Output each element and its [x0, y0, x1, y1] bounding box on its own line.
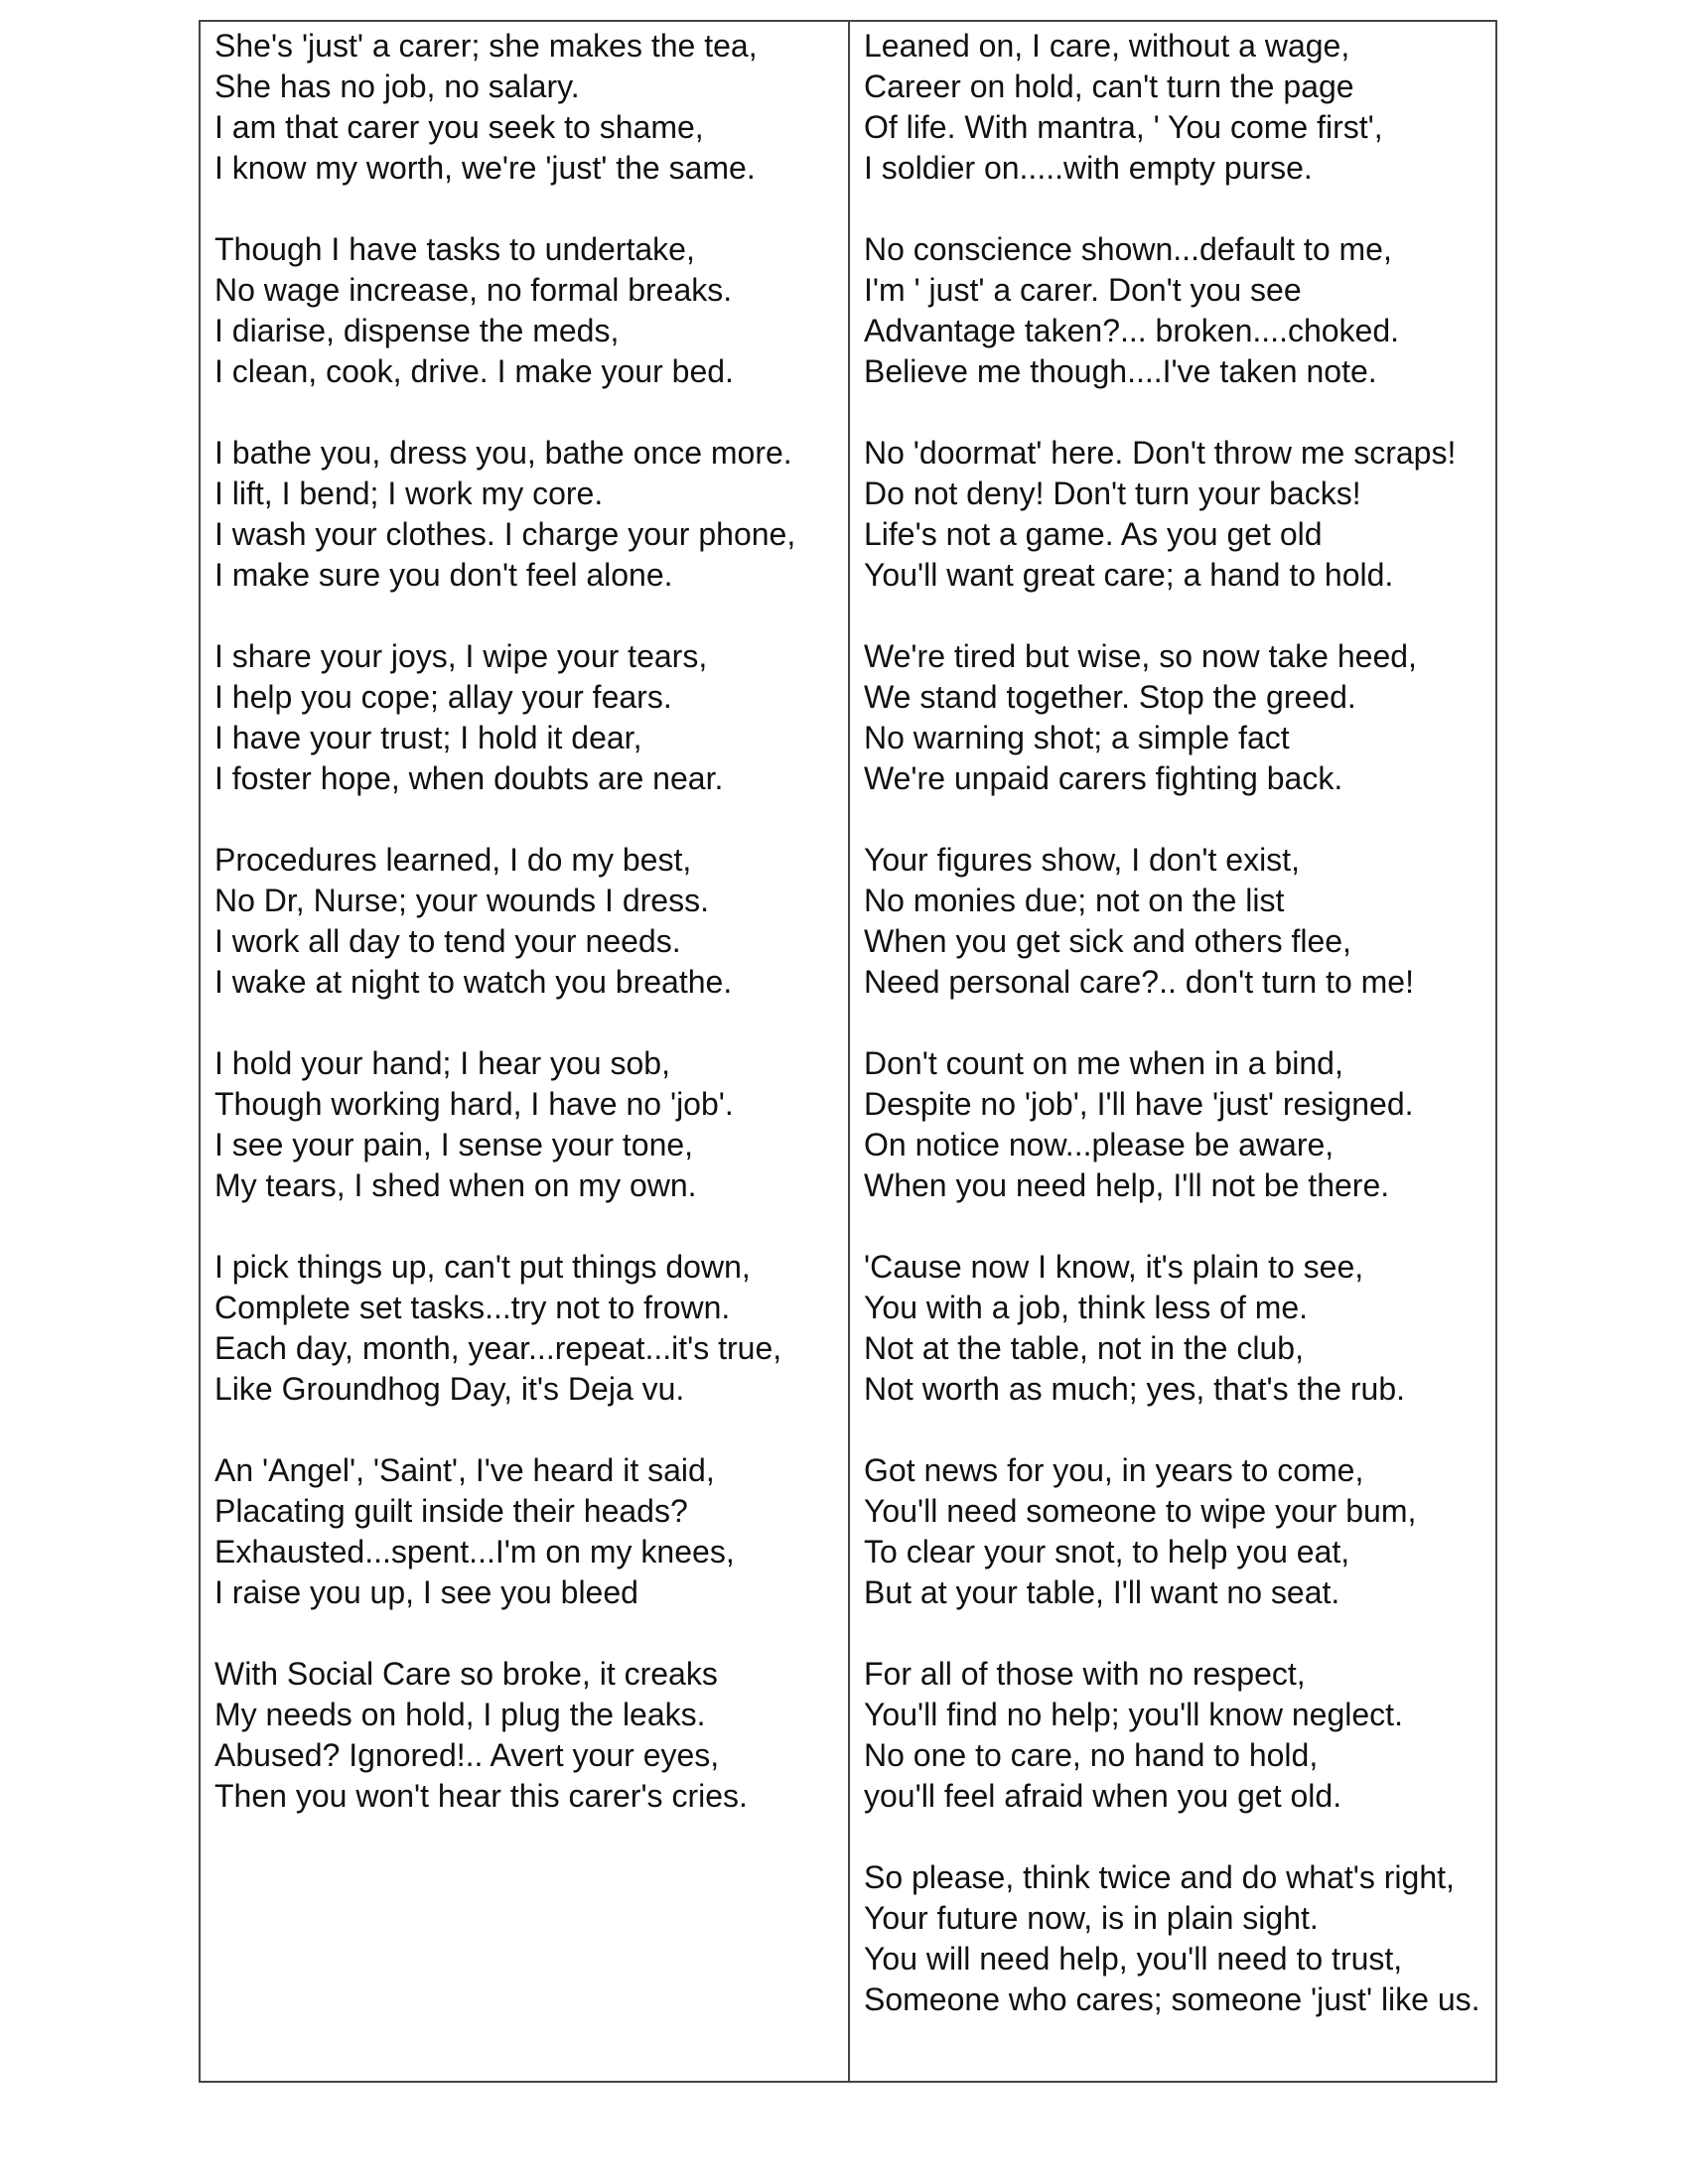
stanza [864, 840, 1495, 1003]
right-column [850, 22, 1495, 2081]
poem-line: I work all day to tend your needs. [214, 923, 681, 959]
stanza [864, 433, 1495, 596]
poem-line: I clean, cook, drive. I make your bed. [214, 353, 734, 389]
poem-line: My tears, I shed when on my own. [214, 1167, 697, 1203]
poem-line: You will need help, you'll need to trust, [864, 1941, 1403, 1977]
poem-line: Despite no 'job', I'll have 'just' resigned. [864, 1086, 1414, 1122]
poem-line: I hold your hand; I hear you sob, [214, 1045, 670, 1081]
poem-line: I lift, I bend; I work my core. [214, 476, 604, 511]
stanza [214, 26, 848, 189]
poem-line: Placating guilt inside their heads? [214, 1493, 688, 1529]
poem-line: I soldier on.....with empty purse. [864, 150, 1313, 186]
stanza [864, 26, 1495, 189]
poem-line: I raise you up, I see you bleed [214, 1574, 638, 1610]
poem-line: Then you won't hear this carer's cries. [214, 1778, 748, 1814]
poem-line: I have your trust; I hold it dear, [214, 720, 642, 755]
poem-line: Of life. With mantra, ' You come first', [864, 109, 1383, 145]
left-column [201, 22, 850, 2081]
stanza [864, 1043, 1495, 1206]
poem-line: I am that carer you seek to shame, [214, 109, 704, 145]
poem-line: I know my worth, we're 'just' the same. [214, 150, 756, 186]
poem-line: 'Cause now I know, it's plain to see, [864, 1249, 1364, 1285]
stanza [864, 1247, 1495, 1410]
poem-line: I pick things up, can't put things down, [214, 1249, 751, 1285]
poem-line: No 'doormat' here. Don't throw me scraps! [864, 435, 1457, 471]
poem-line: No monies due; not on the list [864, 883, 1285, 918]
stanza [214, 1654, 848, 1817]
stanza [214, 1450, 848, 1613]
poem-line: Someone who cares; someone 'just' like us. [864, 1981, 1480, 2017]
poem-line: When you need help, I'll not be there. [864, 1167, 1390, 1203]
poem-line: We're tired but wise, so now take heed, [864, 638, 1417, 674]
poem-line: I help you cope; allay your fears. [214, 679, 672, 715]
poem-line: Exhausted...spent...I'm on my knees, [214, 1534, 735, 1570]
poem-line: Procedures learned, I do my best, [214, 842, 692, 878]
poem-line: For all of those with no respect, [864, 1656, 1306, 1692]
poem-line: I bathe you, dress you, bathe once more. [214, 435, 792, 471]
stanza [214, 636, 848, 799]
poem-line: Need personal care?.. don't turn to me! [864, 964, 1414, 1000]
poem-line: I wake at night to watch you breathe. [214, 964, 733, 1000]
poem-line: Not at the table, not in the club, [864, 1330, 1304, 1366]
poem-line: Not worth as much; yes, that's the rub. [864, 1371, 1406, 1407]
poem-line: You with a job, think less of me. [864, 1290, 1309, 1325]
poem-line: No Dr, Nurse; your wounds I dress. [214, 883, 709, 918]
poem-line: Abused? Ignored!.. Avert your eyes, [214, 1737, 720, 1773]
poem-line: She's 'just' a carer; she makes the tea, [214, 28, 758, 64]
stanza [214, 1043, 848, 1206]
poem-line: Complete set tasks...try not to frown. [214, 1290, 731, 1325]
poem-line: She has no job, no salary. [214, 68, 580, 104]
poem-line: So please, think twice and do what's right, [864, 1859, 1455, 1895]
poem-line: I see your pain, I sense your tone, [214, 1127, 694, 1162]
poem-line: Though I have tasks to undertake, [214, 231, 695, 267]
poem-line: I'm ' just' a carer. Don't you see [864, 272, 1302, 308]
poem-line: An 'Angel', 'Saint', I've heard it said, [214, 1452, 715, 1488]
poem-line: Your figures show, I don't exist, [864, 842, 1300, 878]
poem-line: But at your table, I'll want no seat. [864, 1574, 1340, 1610]
poem-line: you'll feel afraid when you get old. [864, 1778, 1342, 1814]
poem-line: Your future now, is in plain sight. [864, 1900, 1319, 1936]
poem-line: No one to care, no hand to hold, [864, 1737, 1319, 1773]
poem-line: I diarise, dispense the meds, [214, 313, 620, 348]
poem-line: Though working hard, I have no 'job'. [214, 1086, 734, 1122]
poem-line: Each day, month, year...repeat...it's true, [214, 1330, 782, 1366]
poem-line: I wash your clothes. I charge your phone, [214, 516, 796, 552]
stanza [864, 636, 1495, 799]
stanza [214, 229, 848, 392]
poem-line: To clear your snot, to help you eat, [864, 1534, 1350, 1570]
stanza [864, 1654, 1495, 1817]
stanza [214, 1247, 848, 1410]
stanza [864, 229, 1495, 392]
poem-line: We stand together. Stop the greed. [864, 679, 1356, 715]
poem-line: Believe me though....I've taken note. [864, 353, 1377, 389]
poem-line: Like Groundhog Day, it's Deja vu. [214, 1371, 685, 1407]
poem-table [199, 20, 1497, 2083]
stanza [214, 840, 848, 1003]
poem-line: My needs on hold, I plug the leaks. [214, 1697, 706, 1732]
poem-line: Don't count on me when in a bind, [864, 1045, 1343, 1081]
poem-line: We're unpaid carers fighting back. [864, 760, 1343, 796]
poem-line: You'll want great care; a hand to hold. [864, 557, 1394, 593]
poem-line: On notice now...please be aware, [864, 1127, 1335, 1162]
poem-line: You'll need someone to wipe your bum, [864, 1493, 1417, 1529]
poem-line: Advantage taken?... broken....choked. [864, 313, 1400, 348]
poem-line: Do not deny! Don't turn your backs! [864, 476, 1361, 511]
poem-line: Career on hold, can't turn the page [864, 68, 1354, 104]
poem-line: No warning shot; a simple fact [864, 720, 1290, 755]
poem-line: Life's not a game. As you get old [864, 516, 1323, 552]
poem-line: Got news for you, in years to come, [864, 1452, 1364, 1488]
stanza [864, 1857, 1495, 2020]
poem-line: I make sure you don't feel alone. [214, 557, 673, 593]
poem-line: I share your joys, I wipe your tears, [214, 638, 708, 674]
poem-line: No wage increase, no formal breaks. [214, 272, 733, 308]
stanza [864, 1450, 1495, 1613]
poem-line: You'll find no help; you'll know neglect. [864, 1697, 1403, 1732]
poem-line: When you get sick and others flee, [864, 923, 1351, 959]
stanza [214, 433, 848, 596]
poem-line: Leaned on, I care, without a wage, [864, 28, 1350, 64]
poem-line: No conscience shown...default to me, [864, 231, 1392, 267]
poem-line: I foster hope, when doubts are near. [214, 760, 724, 796]
poem-line: With Social Care so broke, it creaks [214, 1656, 718, 1692]
